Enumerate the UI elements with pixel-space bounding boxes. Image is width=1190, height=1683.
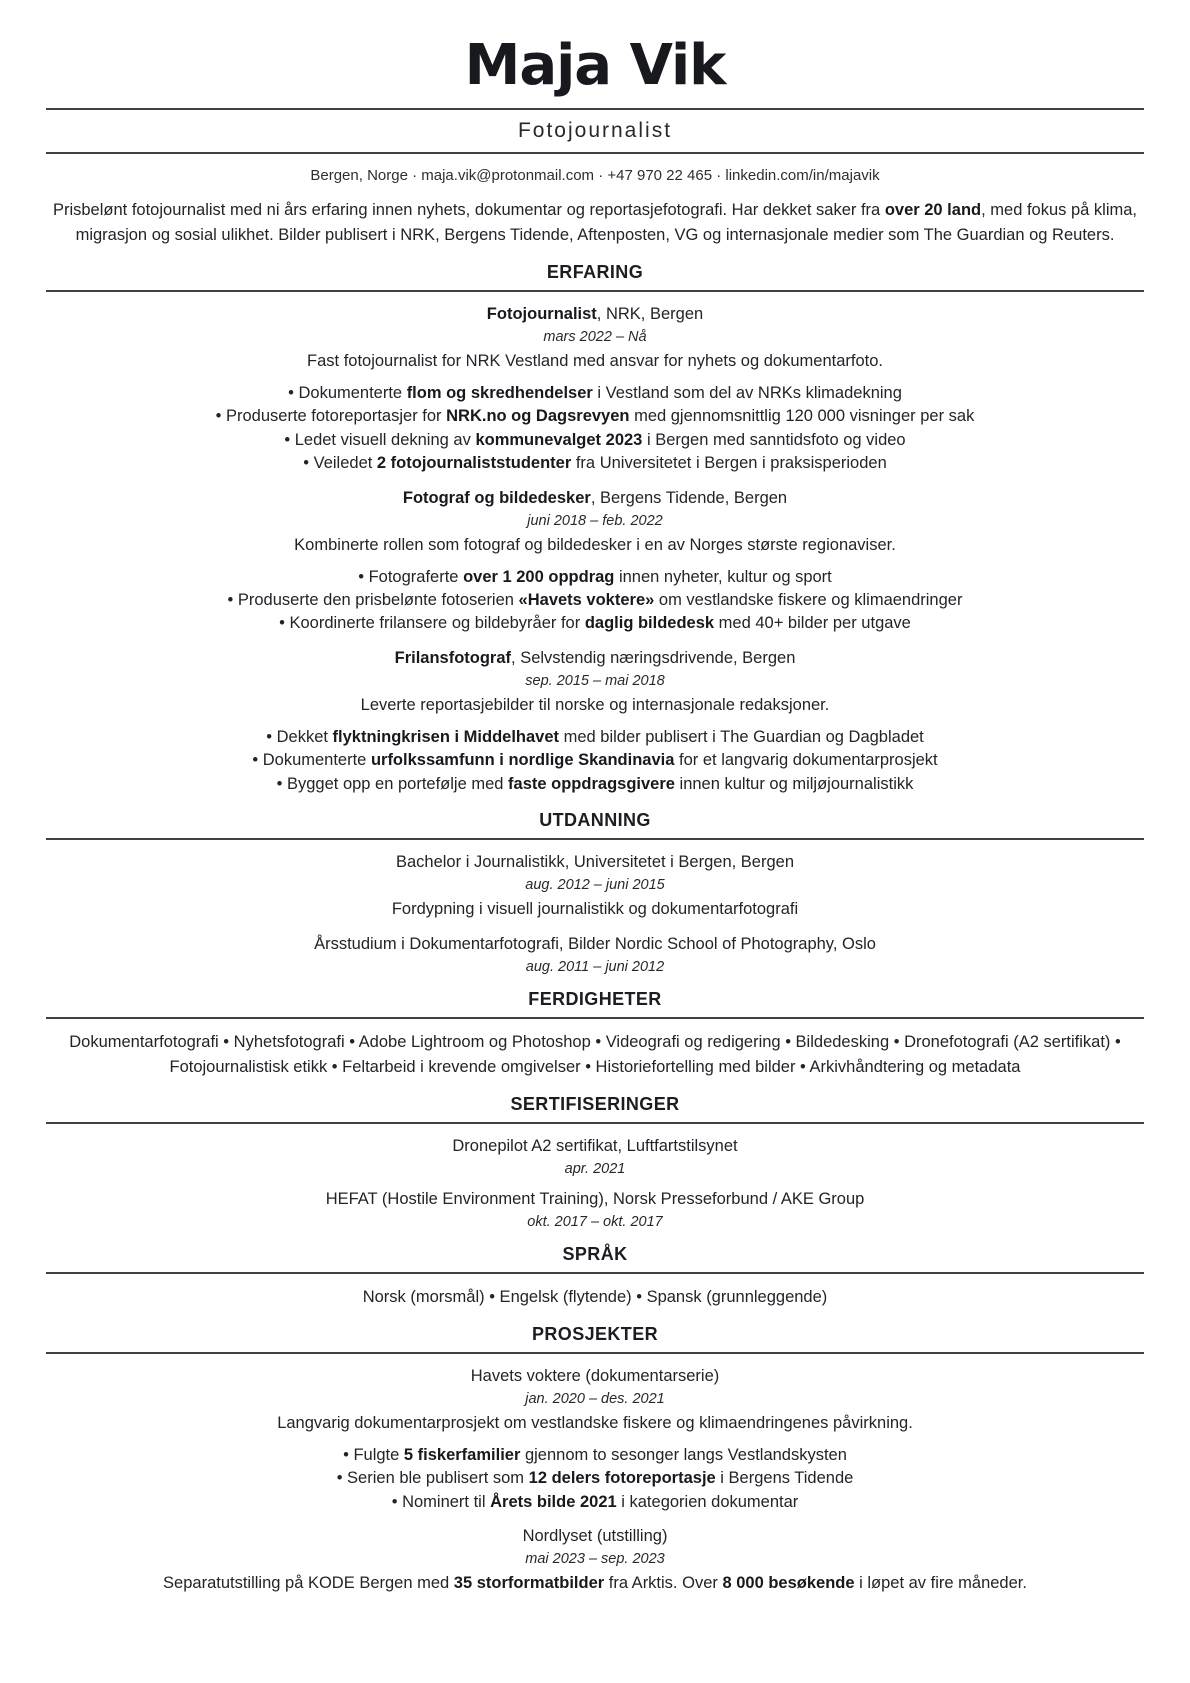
page-title: Maja Vik <box>464 33 726 98</box>
entry-description: Kombinerte rollen som fotograf og bildedesker i en av Norges største regionaviser. <box>294 535 896 554</box>
entry-description: Leverte reportasjebilder til norske og internasjonale redaksjoner. <box>360 695 830 714</box>
entry-description: Separatutstilling på KODE Bergen med 35 storformatbilder fra Arktis. Over 8 000 besøkende i løpet av fire måneder. <box>163 1574 1027 1593</box>
entry-title: Frilansfotograf, Selvstendig næringsdrivende, Bergen <box>394 648 796 667</box>
bullet-item: • Produserte fotoreportasjer for NRK.no og Dagsrevyen med gjennomsnittlig 120 000 visninger per sak <box>215 407 975 426</box>
bullet-item: • Veiledet 2 fotojournaliststudenter fra Universitetet i Bergen i praksisperioden <box>303 454 887 473</box>
bullet-item: • Nominert til Årets bilde 2021 i kategorien dokumentar <box>391 1492 799 1511</box>
section-experience <box>46 262 1144 796</box>
education-entry-1 <box>46 851 1144 922</box>
entry-date: mai 2023 – sep. 2023 <box>525 1551 665 1568</box>
summary-text: Prisbelønt fotojournalist med ni års erfaring innen nyhets, dokumentar og reportasjefotografi. Har dekket saker fra over 20 land, med fokus på klima, migrasjon og sosial ulikhet. Bilder publisert i NRK, Bergens Tidende, Aftenposten, VG og internasjonale medier som The Guardian og Reuters. <box>52 201 1138 245</box>
entry-title: HEFAT (Hostile Environment Training), Norsk Presseforbund / AKE Group <box>325 1189 865 1208</box>
bullet-item: • Dokumenterte urfolkssamfunn i nordlige Skandinavia for et langvarig dokumentarprosjekt <box>252 751 938 770</box>
project-entry-1 <box>46 1365 1144 1514</box>
section-skills <box>46 989 1144 1080</box>
bullet-item: • Produserte den prisbelønte fotoserien «Havets voktere» om vestlandske fiskere og klimaendringer <box>227 591 963 610</box>
entry-title: Bachelor i Journalistikk, Universitetet i Bergen, Bergen <box>395 853 795 872</box>
entry-title: Årsstudium i Dokumentarfotografi, Bilder Nordic School of Photography, Oslo <box>314 935 876 954</box>
entry-date: sep. 2015 – mai 2018 <box>525 672 665 689</box>
bullet-list <box>46 1444 1144 1514</box>
section-heading-experience: ERFARING <box>546 261 644 282</box>
entry-date: aug. 2011 – juni 2012 <box>525 959 665 976</box>
bullet-item: • Serien ble publisert som 12 delers fotoreportasje i Bergens Tidende <box>336 1469 854 1488</box>
entry-date: mars 2022 – Nå <box>543 328 647 345</box>
certification-entry-1 <box>46 1135 1144 1177</box>
bullet-item: • Fotograferte over 1 200 oppdrag innen nyheter, kultur og sport <box>358 567 832 586</box>
section-divider <box>46 838 1144 840</box>
project-entry-2 <box>46 1525 1144 1596</box>
bullet-item: • Bygget opp en portefølje med faste oppdragsgivere innen kultur og miljøjournalistikk <box>276 774 914 793</box>
certification-entry-2 <box>46 1188 1144 1230</box>
entry-title: Havets voktere (dokumentarserie) <box>470 1366 720 1385</box>
bullet-item: • Fulgte 5 fiskerfamilier gjennom to sesonger langs Vestlandskysten <box>343 1445 847 1464</box>
entry-description: Langvarig dokumentarprosjekt om vestlandske fiskere og klimaendringenes påvirkning. <box>277 1413 913 1432</box>
entry-date: juni 2018 – feb. 2022 <box>527 512 663 529</box>
entry-date: jan. 2020 – des. 2021 <box>525 1390 665 1407</box>
section-heading-projects: PROSJEKTER <box>531 1323 659 1344</box>
entry-description: Fast fotojournalist for NRK Vestland med ansvar for nyhets og dokumentarfoto. <box>307 351 883 370</box>
section-certifications <box>46 1094 1144 1230</box>
skills-list: Dokumentarfotografi • Nyhetsfotografi • Adobe Lightroom og Photoshop • Videografi og redigering • Bildedesking • Dronefotografi (A2 sertifikat) • Fotojournalistisk etikk • Feltarbeid i krevende omgivelser • Historiefortelling med bilder • Arkivhåndtering og metadata <box>69 1033 1121 1077</box>
section-divider <box>46 1272 1144 1274</box>
entry-date: apr. 2021 <box>564 1160 626 1177</box>
bullet-item: • Koordinerte frilansere og bildebyråer for daglig bildedesk med 40+ bilder per utgave <box>279 614 911 633</box>
education-entry-2 <box>46 933 1144 975</box>
section-heading-certifications: SERTIFISERINGER <box>510 1093 680 1114</box>
languages-list: Norsk (morsmål) • Engelsk (flytende) • Spansk (grunnleggende) <box>362 1287 828 1306</box>
subtitle-divider <box>46 152 1144 154</box>
bullet-list <box>46 566 1144 636</box>
section-languages <box>46 1244 1144 1310</box>
entry-title: Nordlyset (utstilling) <box>522 1526 668 1545</box>
experience-entry-3 <box>46 647 1144 796</box>
entry-title: Fotograf og bildedesker, Bergens Tidende, Bergen <box>402 488 788 507</box>
bullet-list <box>46 726 1144 796</box>
bullet-item: • Dokumenterte flom og skredhendelser i Vestland som del av NRKs klimadekning <box>288 383 902 402</box>
section-heading-languages: SPRÅK <box>562 1243 628 1264</box>
bullet-item: • Dekket flyktningkrisen i Middelhavet med bilder publisert i The Guardian og Dagbladet <box>266 727 924 746</box>
entry-title: Dronepilot A2 sertifikat, Luftfartstilsynet <box>452 1136 738 1155</box>
entry-date: okt. 2017 – okt. 2017 <box>527 1213 663 1230</box>
section-projects <box>46 1324 1144 1596</box>
entry-title: Fotojournalist, NRK, Bergen <box>486 304 704 323</box>
section-heading-education: UTDANNING <box>539 810 651 831</box>
entry-description: Fordypning i visuell journalistikk og dokumentarfotografi <box>391 900 799 919</box>
contact-line: Bergen, Norge · maja.vik@protonmail.com · +47 970 22 465 · linkedin.com/in/majavik <box>310 167 880 185</box>
section-education <box>46 810 1144 975</box>
section-heading-skills: FERDIGHETER <box>528 989 662 1010</box>
bullet-list <box>46 382 1144 476</box>
experience-entry-1 <box>46 303 1144 476</box>
section-divider <box>46 1352 1144 1354</box>
section-divider <box>46 290 1144 292</box>
section-divider <box>46 1017 1144 1019</box>
experience-entry-2 <box>46 487 1144 636</box>
role-subtitle: Fotojournalist <box>517 119 673 143</box>
entry-date: aug. 2012 – juni 2015 <box>525 877 665 894</box>
section-divider <box>46 1122 1144 1124</box>
bullet-item: • Ledet visuell dekning av kommunevalget 2023 i Bergen med sanntidsfoto og video <box>284 430 906 449</box>
